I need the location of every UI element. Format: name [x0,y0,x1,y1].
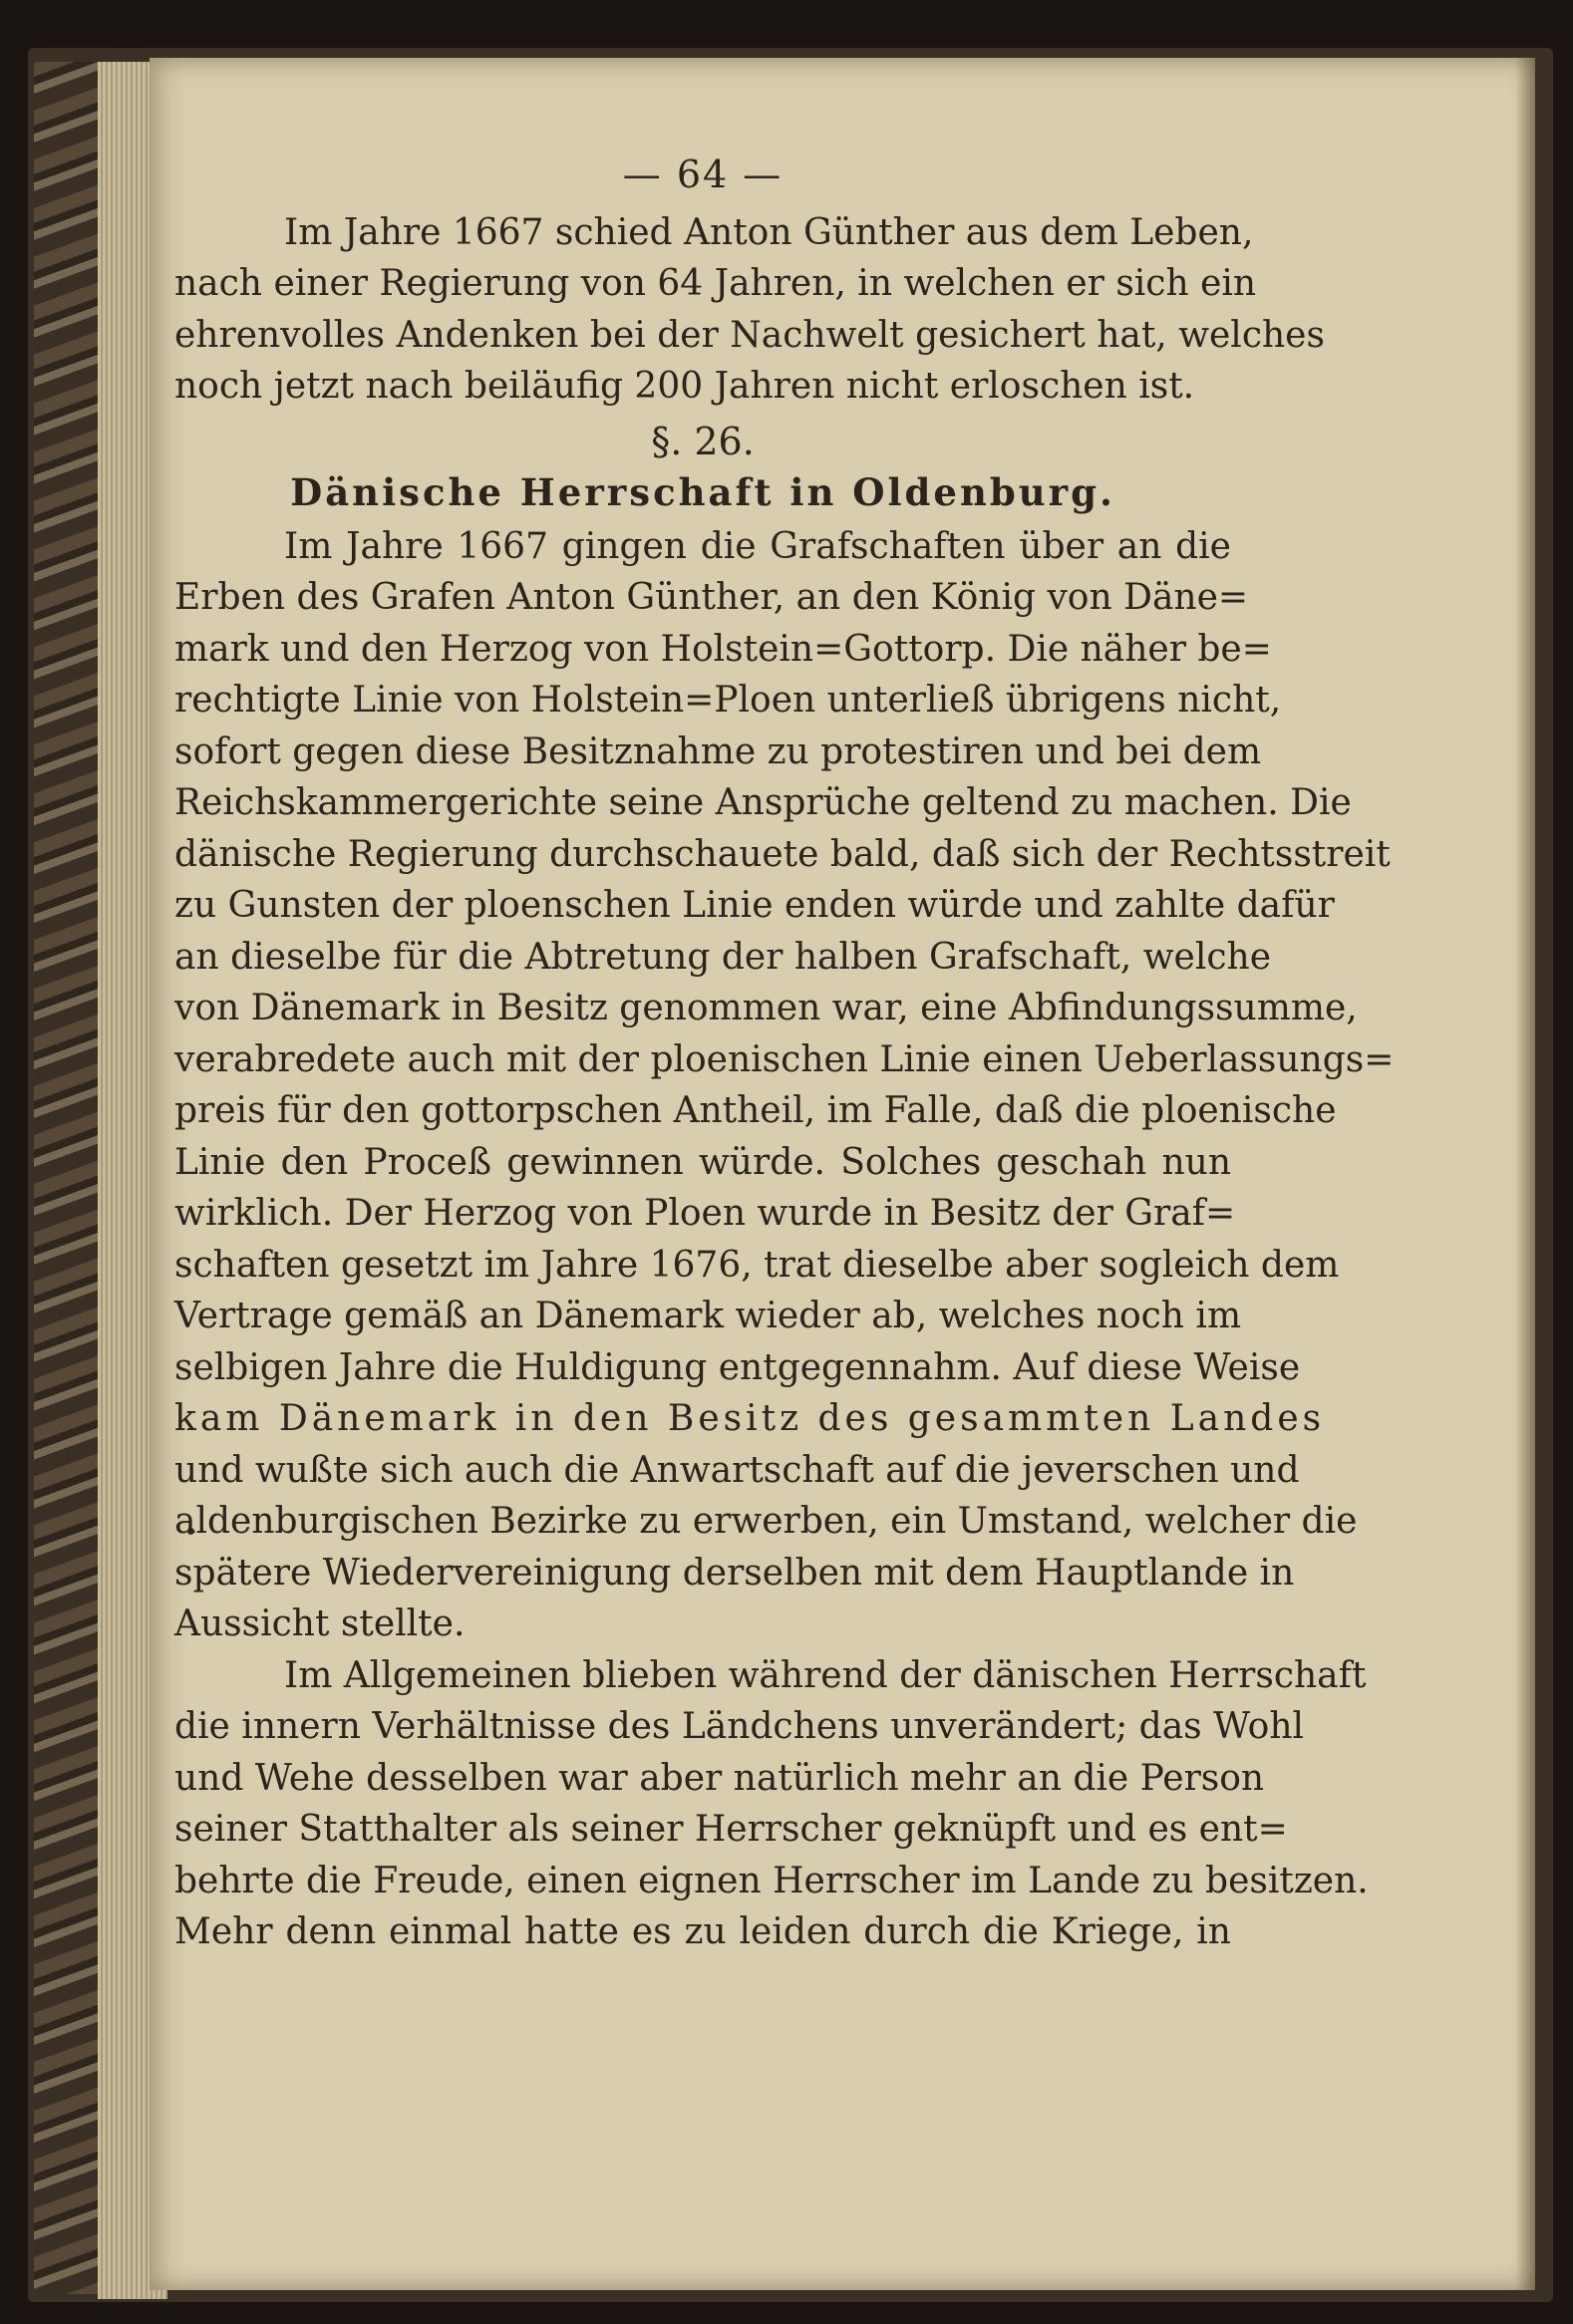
page-text [174,149,1395,1958]
section-number: §. 26. [651,419,755,463]
text-line: aldenburgischen Bezirke zu erwerben, ein Umstand, welcher die [174,1501,1358,1542]
text-line: nach einer Regierung von 64 Jahren, in welchen er sich ein [174,263,1257,304]
text-line: an dieselbe für die Abtretung der halben Grafschaft, welche [174,936,1272,978]
text-line: Im Jahre 1667 gingen die Grafschaften über an die [284,525,1231,567]
text-line: schaften gesetzt im Jahre 1676, trat dieselbe aber sogleich dem [174,1244,1340,1286]
paragraph-1 [174,207,1325,413]
text-line: Im Jahre 1667 schied Anton Günther aus dem Leben, [284,211,1254,253]
text-line: preis für den gottorpschen Antheil, im Falle, daß die ploenische [174,1090,1337,1131]
text-line: ehrenvolles Andenken bei der Nachwelt gesichert hat, welches [174,314,1325,356]
text-line: rechtigte Linie von Holstein=Ploen unterließ übrigens nicht, [174,680,1282,721]
section-title: Dänische Herrschaft in Oldenburg. [290,470,1115,514]
paragraph-2 [174,521,1395,1650]
text-line: Erben des Grafen Anton Günther, an den König von Däne= [174,577,1249,618]
page-number: — 64 — [622,152,784,196]
text-line: von Dänemark in Besitz genommen war, eine Abfindungssumme, [174,988,1358,1028]
text-line: mark und den Herzog von Holstein=Gottorp. Die näher be= [174,628,1272,670]
text-line: Im Allgemeinen blieben während der dänischen Herrschaft [284,1654,1367,1696]
text-line: und Wehe desselben war aber natürlich mehr an die Person [174,1757,1265,1799]
text-line: Linie den Proceß gewinnen würde. Solches geschah nun [174,1141,1231,1183]
text-line: wirklich. Der Herzog von Ploen wurde in Besitz der Graf= [174,1193,1236,1234]
text-line: spätere Wiedervereinigung derselben mit dem Hauptlande in [174,1552,1295,1594]
text-line: sofort gegen diese Besitznahme zu protestiren und bei dem [174,730,1262,772]
text-line: Mehr denn einmal hatte es zu leiden durch die Kriege, in [174,1911,1231,1952]
text-line: selbigen Jahre die Huldigung entgegennahm. Auf diese Weise [174,1346,1301,1388]
text-line: Reichskammergerichte seine Ansprüche geltend zu machen. Die [174,782,1352,823]
text-line: seiner Statthalter als seiner Herrscher geknüpft und es ent= [174,1809,1288,1850]
text-line: die innern Verhältnisse des Ländchens unverändert; das Wohl [174,1706,1305,1747]
text-line: noch jetzt nach beiläufig 200 Jahren nicht erloschen ist. [174,366,1195,407]
text-line: dänische Regierung durchschauete bald, daß sich der Rechtsstreit [174,833,1391,875]
text-line: Vertrage gemäß an Dänemark wieder ab, welches noch im [174,1296,1242,1336]
paragraph-3 [174,1650,1369,1958]
text-line: behrte die Freude, einen eignen Herrscher im Lande zu besitzen. [174,1860,1369,1901]
text-line: kam Dänemark in den Besitz des gesammten Landes [174,1398,1326,1439]
marbled-edge [34,62,106,2294]
text-line: und wußte sich auch die Anwartschaft auf die jeverschen und [174,1449,1300,1491]
text-line: Aussicht stellte. [174,1603,466,1644]
page-gutter-shadow [1515,58,1535,2290]
text-line: verabredete auch mit der ploenischen Linie einen Ueberlassungs= [174,1038,1395,1080]
text-line: zu Gunsten der ploenschen Linie enden würde und zahlte dafür [174,885,1335,926]
